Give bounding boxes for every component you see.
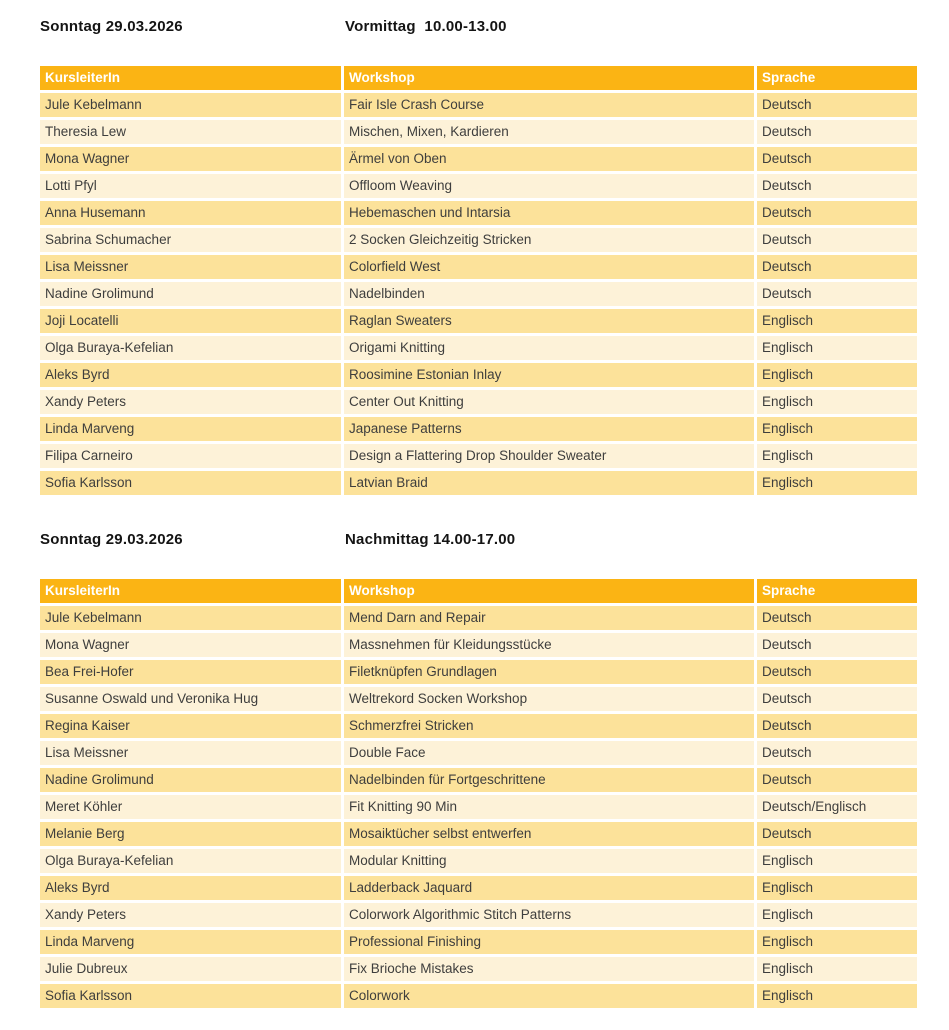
workshop-cell: Roosimine Estonian Inlay (344, 363, 754, 387)
workshop-cell: Filetknüpfen Grundlagen (344, 660, 754, 684)
sprache-cell: Englisch (757, 930, 917, 954)
table-row (40, 714, 917, 738)
table-row (40, 120, 917, 144)
sprache-cell: Englisch (757, 444, 917, 468)
sprache-cell: Deutsch (757, 822, 917, 846)
sprache-cell: Deutsch (757, 633, 917, 657)
table-header-row (40, 66, 917, 90)
workshop-cell: Schmerzfrei Stricken (344, 714, 754, 738)
kursleiterin-cell: Olga Buraya-Kefelian (40, 849, 341, 873)
workshop-cell: 2 Socken Gleichzeitig Stricken (344, 228, 754, 252)
workshop-cell: Offloom Weaving (344, 174, 754, 198)
sprache-cell: Deutsch (757, 120, 917, 144)
table-row (40, 687, 917, 711)
kursleiterin-cell: Mona Wagner (40, 633, 341, 657)
workshop-cell: Fair Isle Crash Course (344, 93, 754, 117)
section-date: Sonntag 29.03.2026 (40, 18, 183, 35)
workshop-cell: Hebemaschen und Intarsia (344, 201, 754, 225)
kursleiterin-cell: Xandy Peters (40, 903, 341, 927)
kursleiterin-cell: Mona Wagner (40, 147, 341, 171)
workshop-cell: Origami Knitting (344, 336, 754, 360)
kursleiterin-cell: Regina Kaiser (40, 714, 341, 738)
workshop-cell: Mischen, Mixen, Kardieren (344, 120, 754, 144)
sprache-cell: Englisch (757, 390, 917, 414)
table-row (40, 363, 917, 387)
workshop-table-nachmittag (40, 579, 917, 1008)
kursleiterin-cell: Joji Locatelli (40, 309, 341, 333)
kursleiterin-cell: Meret Köhler (40, 795, 341, 819)
table-row (40, 201, 917, 225)
kursleiterin-cell: Sofia Karlsson (40, 471, 341, 495)
kursleiterin-cell: Lotti Pfyl (40, 174, 341, 198)
table-row (40, 903, 917, 927)
workshop-cell: Fix Brioche Mistakes (344, 957, 754, 981)
sprache-cell: Englisch (757, 309, 917, 333)
table-row (40, 741, 917, 765)
workshop-cell: Center Out Knitting (344, 390, 754, 414)
workshop-cell: Ladderback Jaquard (344, 876, 754, 900)
sprache-cell: Deutsch (757, 93, 917, 117)
sprache-cell: Englisch (757, 417, 917, 441)
table-row (40, 606, 917, 630)
table-row (40, 336, 917, 360)
kursleiterin-cell: Aleks Byrd (40, 876, 341, 900)
table-row (40, 795, 917, 819)
table-row (40, 957, 917, 981)
table-row (40, 876, 917, 900)
workshop-cell: Weltrekord Socken Workshop (344, 687, 754, 711)
sprache-cell: Englisch (757, 957, 917, 981)
sprache-cell: Deutsch (757, 660, 917, 684)
table-row (40, 309, 917, 333)
sprache-cell: Deutsch (757, 606, 917, 630)
schedule-section-vormittag (40, 0, 949, 495)
kursleiterin-cell: Nadine Grolimund (40, 768, 341, 792)
column-header-sprache: Sprache (757, 579, 917, 603)
workshop-cell: Design a Flattering Drop Shoulder Sweater (344, 444, 754, 468)
sprache-cell: Deutsch (757, 174, 917, 198)
kursleiterin-cell: Jule Kebelmann (40, 606, 341, 630)
section-time: Nachmittag 14.00-17.00 (345, 531, 516, 548)
kursleiterin-cell: Julie Dubreux (40, 957, 341, 981)
column-header-workshop: Workshop (344, 579, 754, 603)
kursleiterin-cell: Lisa Meissner (40, 255, 341, 279)
kursleiterin-cell: Bea Frei-Hofer (40, 660, 341, 684)
workshop-cell: Japanese Patterns (344, 417, 754, 441)
sprache-cell: Deutsch (757, 201, 917, 225)
workshop-cell: Colorfield West (344, 255, 754, 279)
kursleiterin-cell: Lisa Meissner (40, 741, 341, 765)
workshop-cell: Nadelbinden (344, 282, 754, 306)
kursleiterin-cell: Aleks Byrd (40, 363, 341, 387)
table-row (40, 984, 917, 1008)
workshop-cell: Mend Darn and Repair (344, 606, 754, 630)
kursleiterin-cell: Sabrina Schumacher (40, 228, 341, 252)
workshop-cell: Massnehmen für Kleidungsstücke (344, 633, 754, 657)
sprache-cell: Deutsch (757, 282, 917, 306)
column-header-kursleiterin: KursleiterIn (40, 66, 341, 90)
sprache-cell: Englisch (757, 876, 917, 900)
workshop-cell: Fit Knitting 90 Min (344, 795, 754, 819)
table-row (40, 93, 917, 117)
workshop-cell: Ärmel von Oben (344, 147, 754, 171)
workshop-cell: Modular Knitting (344, 849, 754, 873)
sprache-cell: Englisch (757, 849, 917, 873)
kursleiterin-cell: Jule Kebelmann (40, 93, 341, 117)
sprache-cell: Deutsch (757, 768, 917, 792)
workshop-cell: Professional Finishing (344, 930, 754, 954)
sprache-cell: Englisch (757, 336, 917, 360)
section-titles (40, 498, 949, 548)
workshop-cell: Colorwork (344, 984, 754, 1008)
table-row (40, 255, 917, 279)
section-titles (40, 0, 949, 35)
kursleiterin-cell: Olga Buraya-Kefelian (40, 336, 341, 360)
column-header-workshop: Workshop (344, 66, 754, 90)
kursleiterin-cell: Susanne Oswald und Veronika Hug (40, 687, 341, 711)
workshop-cell: Latvian Braid (344, 471, 754, 495)
table-row (40, 174, 917, 198)
kursleiterin-cell: Linda Marveng (40, 930, 341, 954)
workshop-table-vormittag (40, 66, 917, 495)
table-row (40, 390, 917, 414)
sprache-cell: Deutsch (757, 687, 917, 711)
table-row (40, 147, 917, 171)
kursleiterin-cell: Filipa Carneiro (40, 444, 341, 468)
sprache-cell: Deutsch (757, 147, 917, 171)
sprache-cell: Deutsch (757, 741, 917, 765)
workshop-cell: Mosaiktücher selbst entwerfen (344, 822, 754, 846)
sprache-cell: Deutsch/Englisch (757, 795, 917, 819)
sprache-cell: Englisch (757, 471, 917, 495)
sprache-cell: Deutsch (757, 228, 917, 252)
section-date: Sonntag 29.03.2026 (40, 531, 183, 548)
kursleiterin-cell: Theresia Lew (40, 120, 341, 144)
table-row (40, 930, 917, 954)
table-row (40, 282, 917, 306)
kursleiterin-cell: Melanie Berg (40, 822, 341, 846)
table-body (40, 606, 917, 1008)
workshop-cell: Double Face (344, 741, 754, 765)
column-header-sprache: Sprache (757, 66, 917, 90)
table-row (40, 768, 917, 792)
table-row (40, 660, 917, 684)
table-row (40, 822, 917, 846)
sprache-cell: Deutsch (757, 714, 917, 738)
table-row (40, 471, 917, 495)
sprache-cell: Deutsch (757, 255, 917, 279)
workshop-cell: Nadelbinden für Fortgeschrittene (344, 768, 754, 792)
kursleiterin-cell: Anna Husemann (40, 201, 341, 225)
sprache-cell: Englisch (757, 363, 917, 387)
table-row (40, 417, 917, 441)
section-time: Vormittag 10.00-13.00 (345, 18, 507, 35)
kursleiterin-cell: Linda Marveng (40, 417, 341, 441)
table-row (40, 444, 917, 468)
column-header-kursleiterin: KursleiterIn (40, 579, 341, 603)
sprache-cell: Englisch (757, 903, 917, 927)
kursleiterin-cell: Sofia Karlsson (40, 984, 341, 1008)
sprache-cell: Englisch (757, 984, 917, 1008)
kursleiterin-cell: Xandy Peters (40, 390, 341, 414)
table-row (40, 849, 917, 873)
table-body (40, 93, 917, 495)
table-row (40, 633, 917, 657)
workshop-cell: Raglan Sweaters (344, 309, 754, 333)
table-header-row (40, 579, 917, 603)
kursleiterin-cell: Nadine Grolimund (40, 282, 341, 306)
schedule-section-nachmittag (40, 498, 949, 1008)
workshop-cell: Colorwork Algorithmic Stitch Patterns (344, 903, 754, 927)
table-row (40, 228, 917, 252)
